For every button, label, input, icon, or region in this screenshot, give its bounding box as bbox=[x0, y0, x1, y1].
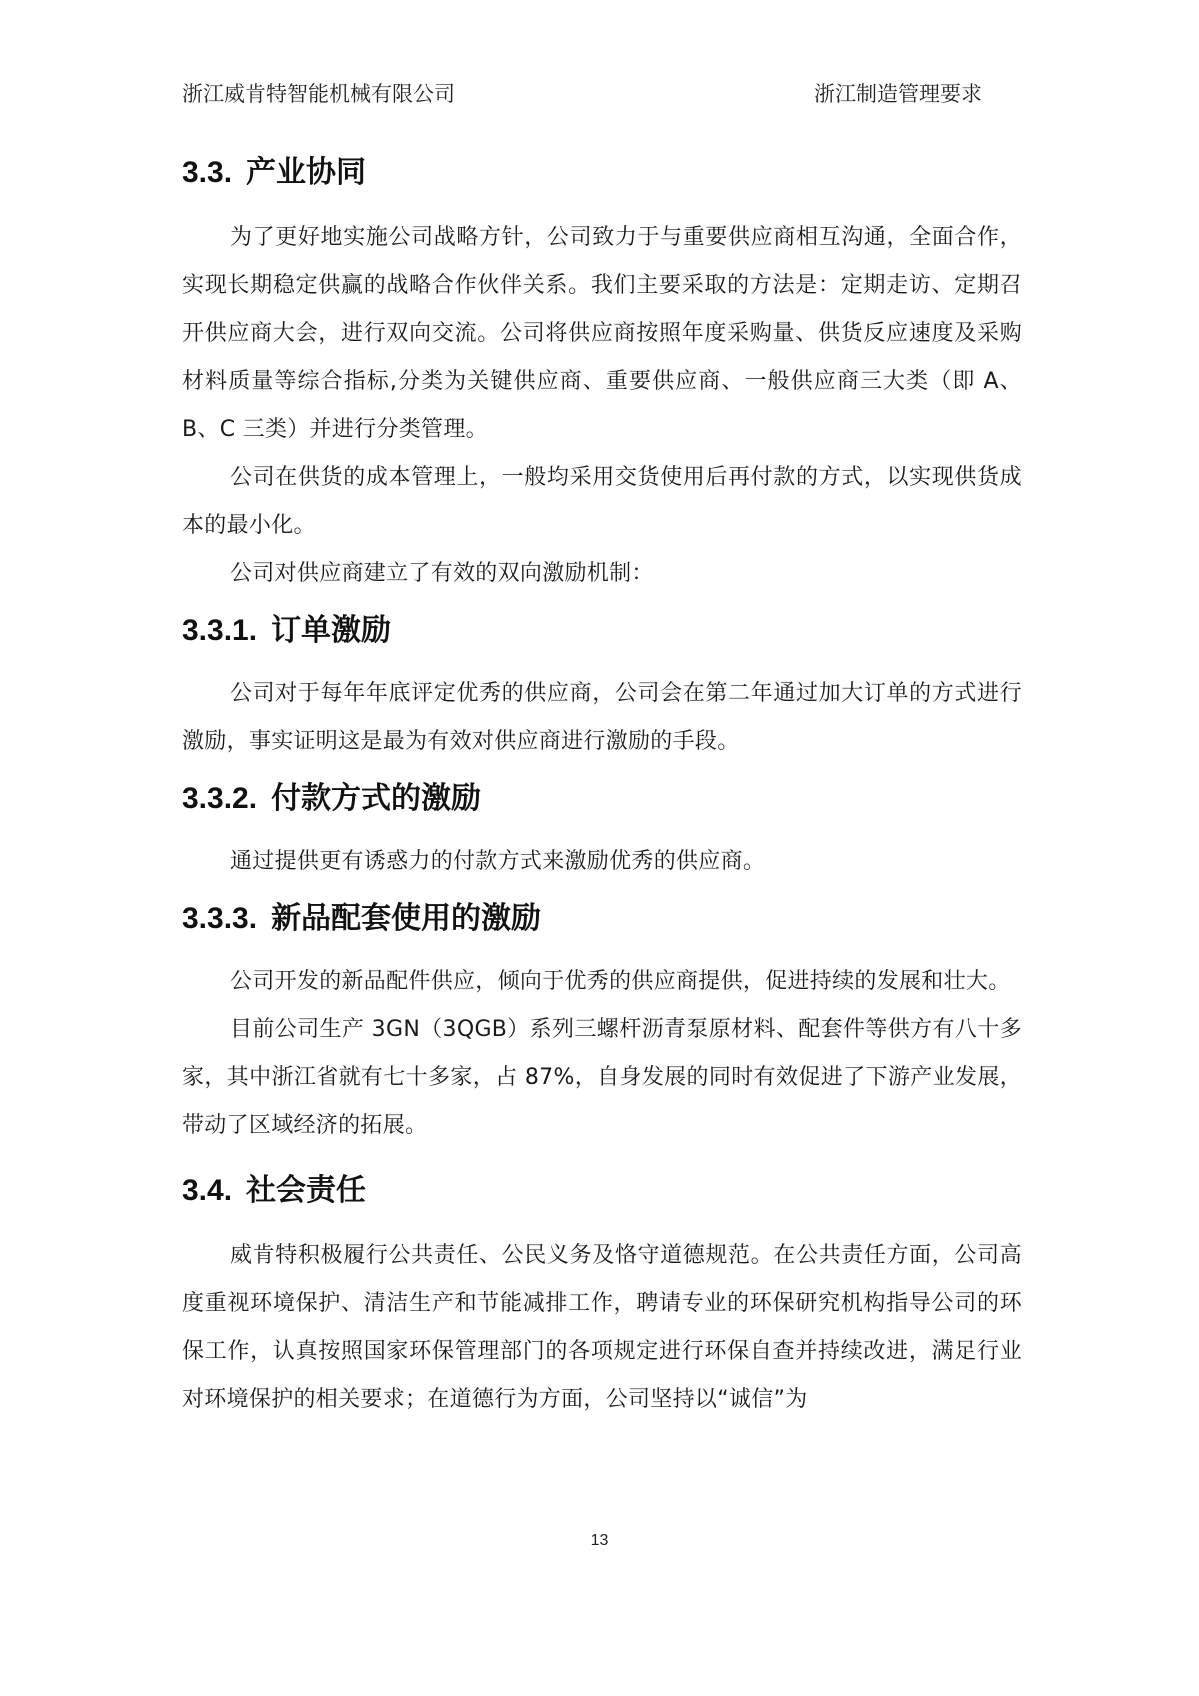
heading-3-3-2 bbox=[182, 776, 1022, 822]
page-number: 13 bbox=[590, 1532, 609, 1549]
heading-title: 付款方式的激励 bbox=[271, 781, 482, 816]
heading-3-4 bbox=[182, 1168, 1022, 1214]
document-body bbox=[182, 150, 1022, 1424]
page-header bbox=[182, 78, 982, 118]
heading-number: 3.4. bbox=[182, 1174, 233, 1207]
heading-3-3-1 bbox=[182, 608, 1022, 654]
paragraph: 公司在供货的成本管理上，一般均采用交货使用后再付款的方式，以实现供货成本的最小化。 bbox=[182, 465, 1022, 538]
heading-title: 产业协同 bbox=[246, 155, 367, 190]
heading-3-3 bbox=[182, 150, 1022, 196]
paragraph: 为了更好地实施公司战略方针，公司致力于与重要供应商相互沟通，全面合作，实现长期稳定供赢的战略合作伙伴关系。我们主要采取的方法是：定期走访、定期召开供应商大会，进行双向交流。公司将供应商按照年度采购量、供货反应速度及采购材料质量等综合指标,分类为关键供应商、重要供应商、一般供应商三大类（即 A、B、C 三类）并进行分类管理。 bbox=[182, 225, 1022, 442]
heading-number: 3.3.2. bbox=[182, 782, 258, 815]
heading-number: 3.3.3. bbox=[182, 902, 258, 935]
heading-number: 3.3. bbox=[182, 156, 233, 189]
heading-title: 新品配套使用的激励 bbox=[271, 901, 542, 936]
paragraph: 公司对于每年年底评定优秀的供应商，公司会在第二年通过加大订单的方式进行激励，事实证明这是最为有效对供应商进行激励的手段。 bbox=[182, 681, 1022, 754]
paragraph: 目前公司生产 3GN（3QGB）系列三螺杆沥青泵原材料、配套件等供方有八十多家，其中浙江省就有七十多家，占 87%，自身发展的同时有效促进了下游产业发展，带动了区域经济的拓展。 bbox=[182, 1017, 1022, 1138]
header-company-name: 浙江威肯特智能机械有限公司 bbox=[182, 82, 455, 106]
paragraph: 公司对供应商建立了有效的双向激励机制： bbox=[230, 561, 654, 586]
paragraph: 公司开发的新品配件供应，倾向于优秀的供应商提供，促进持续的发展和壮大。 bbox=[230, 969, 1011, 994]
paragraph: 通过提供更有诱惑力的付款方式来激励优秀的供应商。 bbox=[230, 849, 766, 874]
paragraph: 威肯特积极履行公共责任、公民义务及恪守道德规范。在公共责任方面，公司高度重视环境保护、清洁生产和节能减排工作，聘请专业的环保研究机构指导公司的环保工作，认真按照国家环保管理部门的各项规定进行环保自查并持续改进，满足行业对环境保护的相关要求；在道德行为方面，公司坚持以“诚信”为 bbox=[182, 1243, 1022, 1412]
heading-3-3-3 bbox=[182, 896, 1022, 942]
heading-title: 社会责任 bbox=[246, 1173, 367, 1208]
heading-title: 订单激励 bbox=[271, 613, 392, 648]
heading-number: 3.3.1. bbox=[182, 614, 258, 647]
header-section-name: 浙江制造管理要求 bbox=[814, 82, 982, 106]
